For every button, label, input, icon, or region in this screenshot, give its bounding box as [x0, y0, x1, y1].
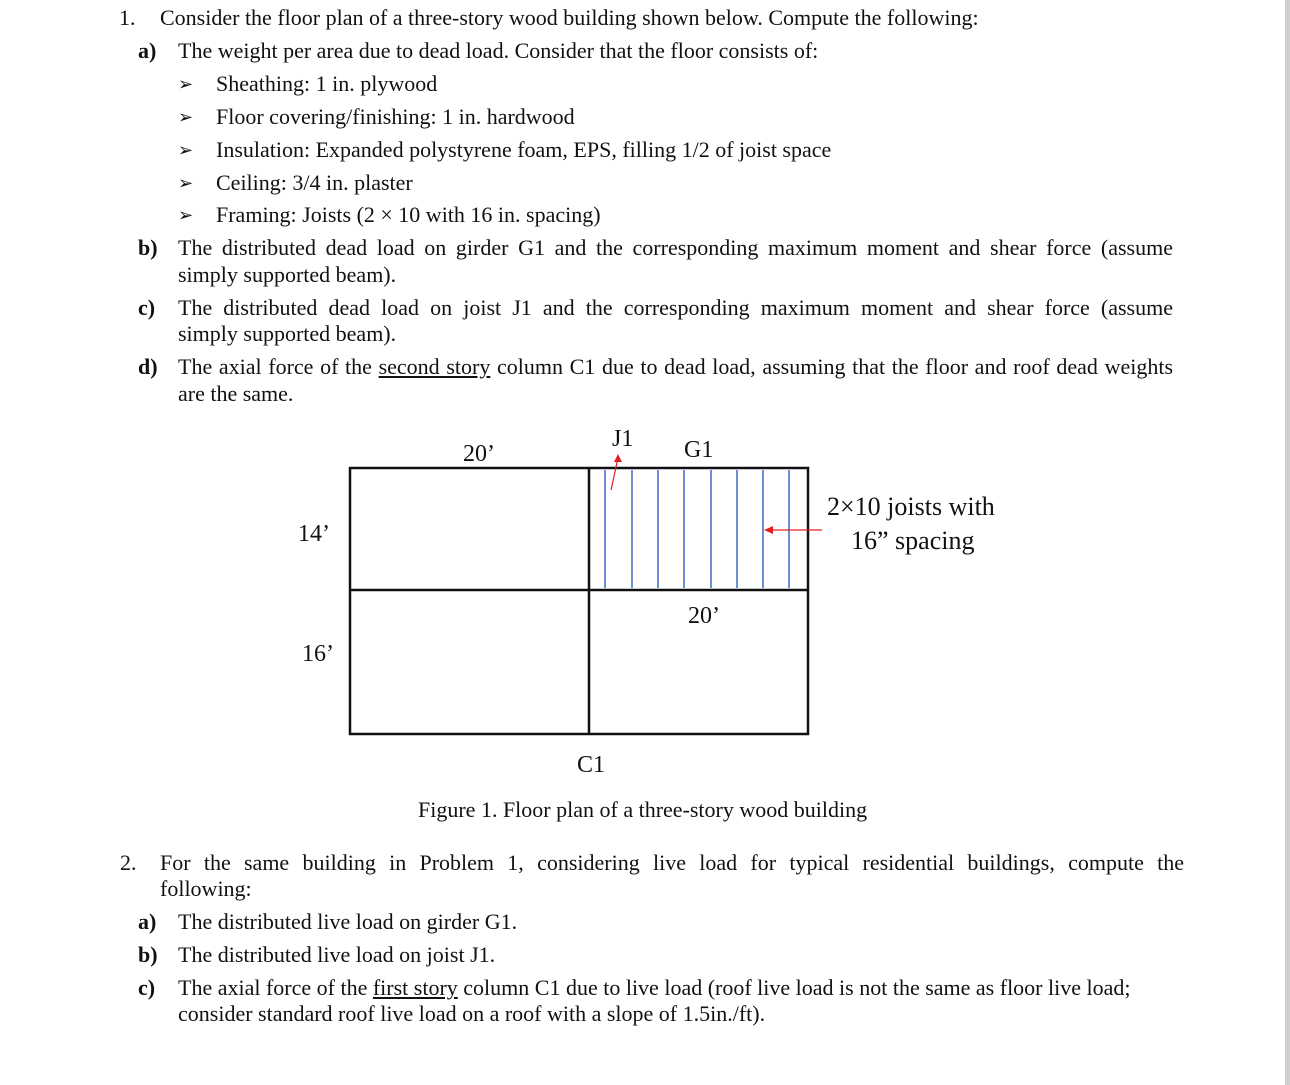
inner-width-label: 20’: [688, 603, 720, 629]
problem-2c-label: c): [138, 975, 156, 1000]
underlined-second-story: second story: [378, 354, 491, 379]
problem-2c-text-post: column C1 due to live load (roof live load is not the same as floor live load;: [457, 975, 1131, 1000]
problem-2-line2: following:: [160, 876, 252, 901]
problem-2b-text: The distributed live load on joist J1.: [178, 942, 496, 967]
problem-2c-line1: [178, 975, 1130, 1001]
c1-label: C1: [577, 752, 606, 778]
problem-1d-line2: are the same.: [178, 381, 294, 406]
bullet-item: Framing: Joists (2 × 10 with 16 in. spacing): [216, 202, 601, 227]
arrow-bullet-icon: ➢: [178, 140, 194, 160]
problem-2a-text: The distributed live load on girder G1.: [178, 909, 518, 934]
left-bottom-dimension: 16’: [302, 641, 334, 667]
top-width-label: 20’: [463, 441, 495, 467]
problem-2b-label: b): [138, 942, 158, 967]
problem-2c-text-pre: The axial force of the: [178, 975, 373, 1000]
problem-1a-label: a): [138, 38, 157, 63]
arrow-bullet-icon: ➢: [178, 107, 194, 127]
j1-label: J1: [612, 426, 634, 452]
underlined-first-story: first story: [372, 975, 458, 1000]
bullet-item: Insulation: Expanded polystyrene foam, EPS, filling 1/2 of joist space: [216, 137, 832, 162]
problem-1b-line2: simply supported beam).: [178, 262, 397, 287]
arrow-bullet-icon: ➢: [178, 173, 194, 193]
joists-group: [605, 470, 789, 588]
problem-1d-label: d): [138, 354, 158, 379]
bullet-item: Floor covering/finishing: 1 in. hardwood: [216, 104, 575, 129]
problem-1-number: 1.: [119, 5, 136, 30]
problem-2-line1: For the same building in Problem 1, considering live load for typical residential buildings, compute the: [160, 850, 1184, 875]
j1-arrow-head: [614, 454, 622, 462]
problem-1b-label: b): [138, 235, 158, 260]
g1-label: G1: [684, 437, 714, 463]
joist-note-line1: 2×10 joists with: [827, 492, 995, 521]
bullet-item: Sheathing: 1 in. plywood: [216, 71, 438, 96]
problem-1d-text-pre: The axial force of the: [178, 354, 379, 379]
floor-plan-outline: [350, 468, 808, 734]
problem-2a-label: a): [138, 909, 157, 934]
problem-1a-text: The weight per area due to dead load. Consider that the floor consists of:: [178, 38, 819, 63]
problem-1b-line1: The distributed dead load on girder G1 and the corresponding maximum moment and shear force (assume: [178, 235, 1173, 260]
problem-1c-line2: simply supported beam).: [178, 321, 397, 346]
problem-2c-line2: consider standard roof live load on a roof with a slope of 1.5in./ft).: [178, 1001, 766, 1026]
arrow-bullet-icon: ➢: [178, 74, 194, 94]
problem-1c-line1: The distributed dead load on joist J1 and the corresponding maximum moment and shear force (assume: [178, 295, 1173, 320]
problem-1-intro: Consider the floor plan of a three-story wood building shown below. Compute the following:: [160, 5, 979, 30]
problem-1c-label: c): [138, 295, 156, 320]
problem-1d-text-post: column C1 due to dead load, assuming that the floor and roof dead weights: [490, 354, 1174, 379]
problem-2-number: 2.: [120, 850, 137, 875]
arrow-bullet-icon: ➢: [178, 205, 194, 225]
j1-leader-line: [611, 458, 618, 490]
joist-note-arrow-head: [764, 526, 773, 534]
bullet-item: Ceiling: 3/4 in. plaster: [216, 170, 413, 195]
left-top-dimension: 14’: [298, 521, 330, 547]
joist-note-line2: 16” spacing: [851, 526, 975, 555]
figure-caption: Figure 1. Floor plan of a three-story wood building: [418, 797, 868, 822]
